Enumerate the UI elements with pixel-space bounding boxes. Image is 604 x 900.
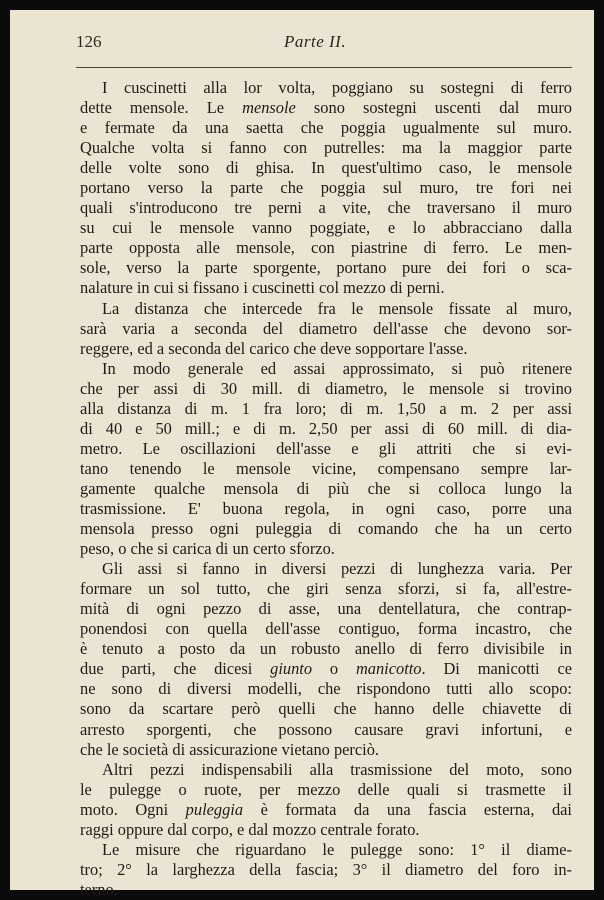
- text-line: parte opposta alle mensole, con piastrine di ferro. Le men-: [80, 238, 572, 258]
- text-line: alla distanza di m. 1 fra loro; di m. 1,50 a m. 2 per assi: [80, 398, 572, 418]
- text-line: dette mensole. Le mensole sono sostegni uscenti dal muro: [80, 98, 573, 118]
- text-line: Le misure che riguardano le pulegge sono: 1° il diame-: [102, 839, 572, 859]
- text-line: portano verso la parte che poggia sul muro, tre fori nei: [80, 178, 572, 198]
- text-line: che le società di assicurazione vietano perciò.: [80, 739, 379, 759]
- text-line: terno.: [80, 879, 118, 899]
- text-line: arresto sporgenti, che possono causare gravi infortuni, e: [80, 719, 572, 739]
- text-line: Qualche volta si fanno con putrelles: ma la maggior parte: [80, 138, 572, 158]
- text-line: peso, o che si carica di un certo sforzo.: [80, 539, 335, 559]
- text-line: le pulegge o ruote, per mezzo delle quali si trasmette il: [80, 779, 572, 799]
- text-line: che per assi di 30 mill. di diametro, le mensole si trovino: [80, 378, 572, 398]
- text-line: su cui le mensole vanno poggiate, e lo abbracciano dalla: [80, 218, 572, 238]
- text-line: sono da scartare però quelli che hanno delle chiavette di: [80, 699, 572, 719]
- text-line: è tenuto a posto da un robusto anello di ferro divisibile in: [80, 639, 572, 659]
- text-line: La distanza che intercede fra le mensole fissate al muro,: [102, 298, 572, 318]
- text-line: ponendosi con quella dell'asse contiguo, forma incastro, che: [80, 619, 572, 639]
- text-line: nalature in cui si fissano i cuscinetti col mezzo di perni.: [80, 278, 445, 298]
- text-line: gamente qualche mensola di più che si colloca lungo la: [80, 478, 572, 498]
- text-line: mensola presso ogni puleggia di comando che ha un certo: [80, 519, 572, 539]
- body-text: [80, 78, 572, 900]
- text-line: quali s'introducono tre perni a vite, che traversano il muro: [80, 198, 572, 218]
- running-head: Parte II.: [284, 32, 347, 51]
- text-line: Gli assi si fanno in diversi pezzi di lunghezza varia. Per: [102, 559, 572, 579]
- text-line: raggi oppure dal corpo, e dal mozzo centrale forato.: [80, 819, 420, 839]
- text-line: tano tenendo le mensole vicine, compensano sempre lar-: [80, 458, 572, 478]
- text-line: delle volte sono di ghisa. In quest'ultimo caso, le mensole: [80, 158, 572, 178]
- text-line: due parti, che dicesi giunto o manicotto. Di manicotti ce: [80, 659, 572, 679]
- text-line: reggere, ed a seconda del carico che deve sopportare l'asse.: [80, 338, 468, 358]
- text-line: trasmissione. E' buona regola, in ogni caso, porre una: [80, 498, 572, 518]
- page-number: 126: [76, 32, 102, 51]
- text-line: sole, verso la parte sporgente, portano pure dei fori o sca-: [80, 258, 572, 278]
- text-line: e fermate da una saetta che poggia ugualmente sul muro.: [80, 118, 572, 138]
- text-line: Altri pezzi indispensabili alla trasmissione del moto, sono: [102, 759, 572, 779]
- header-rule: [76, 67, 572, 68]
- text-line: mità di ogni pezzo di asse, una dentellatura, che contrap-: [80, 599, 572, 619]
- book-page: [10, 10, 594, 899]
- text-line: I cuscinetti alla lor volta, poggiano su sostegni di ferro: [102, 78, 572, 97]
- text-line: In modo generale ed assai approssimato, si può ritenere: [102, 358, 572, 378]
- page-header: [76, 30, 576, 56]
- text-line: metro. Le oscillazioni dell'asse e gli attriti che si evi-: [80, 438, 572, 458]
- text-line: sarà varia a seconda del diametro dell'asse che devono sor-: [80, 318, 572, 338]
- text-line: formare un sol tutto, che giri senza sforzi, si fa, all'estre-: [80, 579, 572, 599]
- text-line: ne sono di diversi modelli, che rispondono tutti allo scopo:: [80, 679, 572, 699]
- text-line: moto. Ogni puleggia è formata da una fascia esterna, dai: [80, 799, 572, 819]
- text-line: di 40 e 50 mill.; e di m. 2,50 per assi di 60 mill. di dia-: [80, 418, 572, 438]
- text-line: tro; 2° la larghezza della fascia; 3° il diametro del foro in-: [80, 859, 572, 879]
